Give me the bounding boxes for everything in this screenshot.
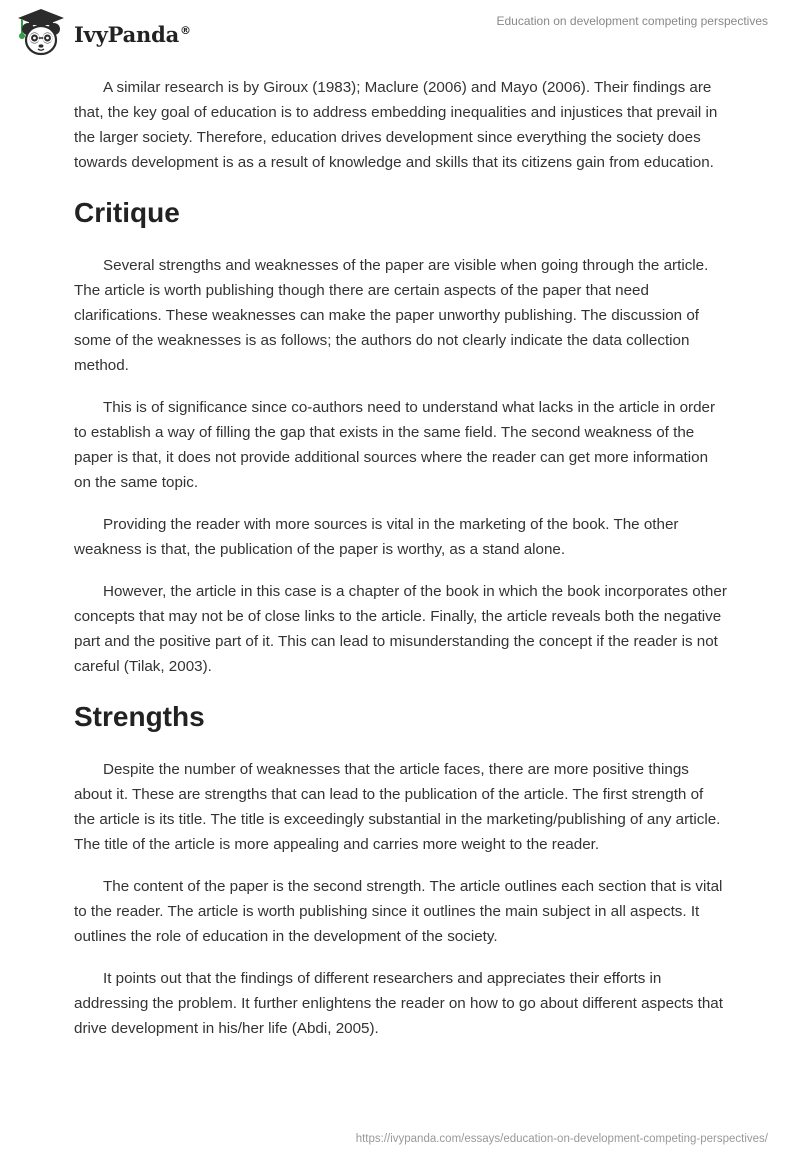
paragraph: However, the article in this case is a chapter of the book in which the book incorporates other concepts that may not be of close links to the article. Finally, the article reveals both the negative part and the positive part of it. This can lead to misunderstanding the concept if the reader is not careful (Tilak, 2003). <box>74 583 727 675</box>
brand-name: IvyPanda® <box>74 21 191 47</box>
document-title: Education on development competing perspectives <box>496 14 768 28</box>
paragraph: Several strengths and weaknesses of the paper are visible when going through the article. The article is worth publishing though there are certain aspects of the paper that need clarifications. These weaknesses can make the paper unworthy publishing. The discussion of some of the weaknesses is as follows; the authors do not clearly indicate the data collection method. <box>74 257 709 374</box>
source-url[interactable]: https://ivypanda.com/essays/education-on-development-competing-perspectives/ <box>355 1133 768 1145</box>
paragraph: It points out that the findings of different researchers and appreciates their efforts in addressing the problem. It further enlightens the reader on how to go about different aspects that drive development in his/her life (Abdi, 2005). <box>74 970 723 1037</box>
paragraph: Providing the reader with more sources is vital in the marketing of the book. The other weakness is that, the publication of the paper is worthy, as a stand alone. <box>74 516 679 558</box>
panda-graduate-icon <box>14 6 68 60</box>
paragraph: A similar research is by Giroux (1983); Maclure (2006) and Mayo (2006). Their findings are that, the key goal of education is to address embedding inequalities and injustices that prevail in the larger society. Therefore, education drives development since everything the society does towards development is as a result of knowledge and skills that its citizens gain from education. <box>74 79 718 171</box>
section-heading-strengths: Strengths <box>74 701 205 732</box>
essay-content <box>74 75 728 1058</box>
paragraph: Despite the number of weaknesses that the article faces, there are more positive things about it. These are strengths that can lead to the publication of the article. The first strength of the article is its title. The title is exceedingly substantial in the marketing/publishing of any article. The title of the article is more appealing and carries more weight to the reader. <box>74 761 721 853</box>
section-heading-critique: Critique <box>74 197 180 228</box>
registered-mark: ® <box>180 23 191 37</box>
brand-logo[interactable] <box>14 6 191 60</box>
paragraph: The content of the paper is the second strength. The article outlines each section that is vital to the reader. The article is worth publishing since it outlines the main subject in all aspects. It outlines the role of education in the development of the society. <box>74 878 723 945</box>
page-header <box>0 0 800 70</box>
paragraph: This is of significance since co-authors need to understand what lacks in the article in order to establish a way of filling the gap that exists in the same field. The second weakness of the paper is that, it does not provide additional sources where the reader can get more information on the same topic. <box>74 399 716 491</box>
